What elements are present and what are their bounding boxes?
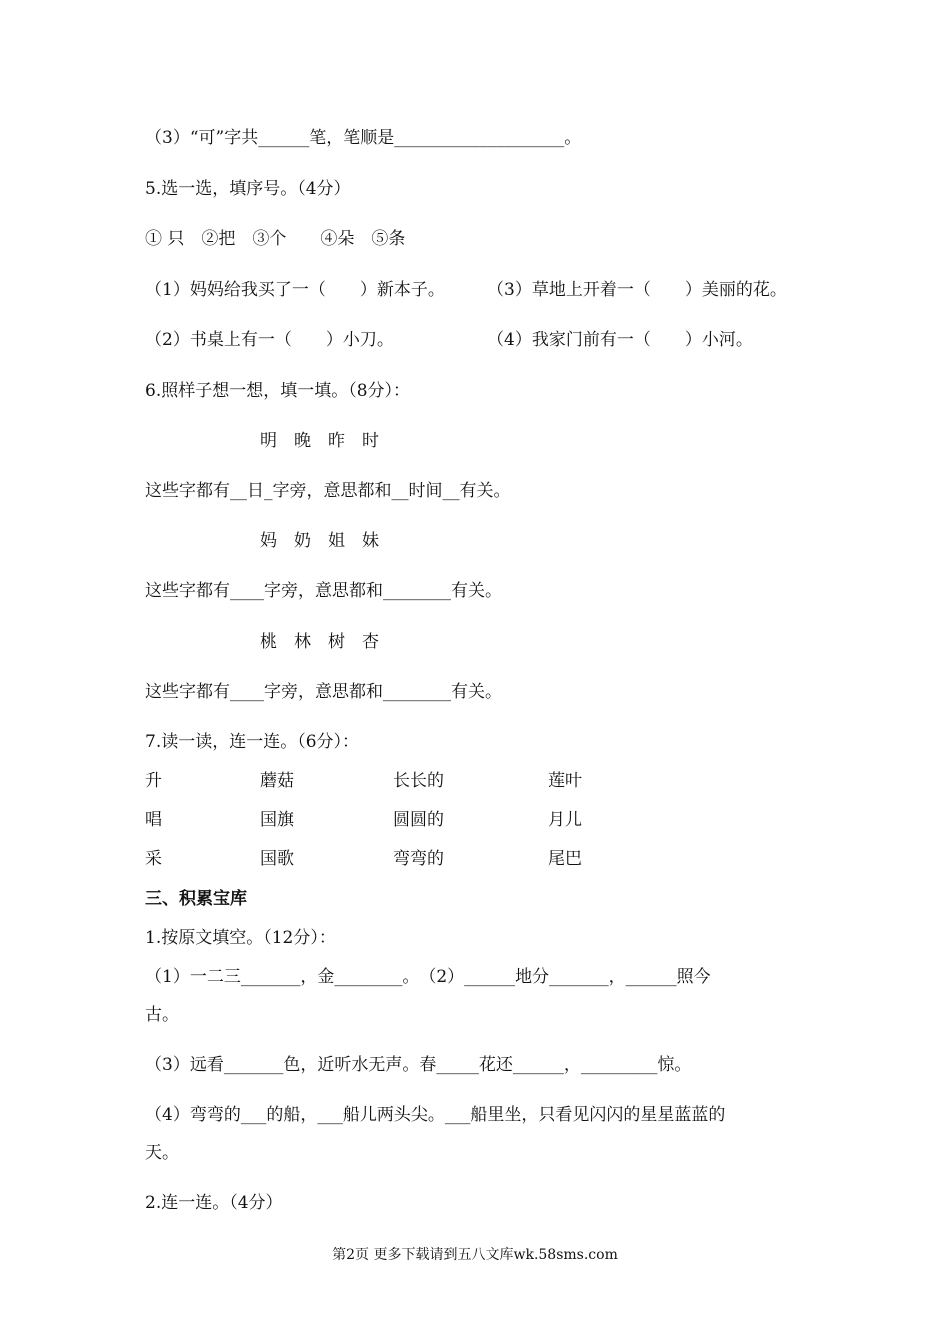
q7-cell: 莲叶 xyxy=(548,771,582,791)
q5-item-3: （3）草地上开着一（ ）美丽的花。 xyxy=(487,280,787,300)
q6-sentence-1: 这些字都有__日_字旁，意思都和__时间__有关。 xyxy=(145,481,511,501)
s3-q2-title: 2.连一连。（4分） xyxy=(145,1193,283,1213)
q7-cell: 尾巴 xyxy=(548,849,582,869)
q7-cell: 月儿 xyxy=(548,810,582,830)
q4-part3: （3）“可”字共______笔，笔顺是____________________。 xyxy=(145,128,582,148)
s3-q1-line-3: （3）远看_______色，近听水无声。春_____花还______，_________惊。 xyxy=(145,1055,692,1075)
q7-cell: 圆圆的 xyxy=(393,810,444,830)
q7-cell: 长长的 xyxy=(393,771,444,791)
q7-cell: 采 xyxy=(145,849,162,869)
q5-item-2: （2）书桌上有一（ ）小刀。 xyxy=(145,330,394,350)
s3-q1-line-4b: 天。 xyxy=(145,1143,179,1163)
q7-title: 7.读一读，连一连。（6分）： xyxy=(145,732,360,752)
q7-cell: 唱 xyxy=(145,810,162,830)
q6-char-group-1: 明 晚 昨 时 xyxy=(260,431,379,451)
q7-cell: 弯弯的 xyxy=(393,849,444,869)
q5-title: 5.选一选，填序号。（4分） xyxy=(145,179,351,199)
q5-item-4: （4）我家门前有一（ ）小河。 xyxy=(487,330,753,350)
s3-q1-line-1a: （1）一二三_______，金________。 （2）______地分_______，______照今 xyxy=(145,967,711,987)
q6-sentence-3: 这些字都有____字旁，意思都和________有关。 xyxy=(145,682,502,702)
s3-q1-title: 1.按原文填空。（12分）： xyxy=(145,928,336,948)
q5-options: ① 只 ②把 ③个 ④朵 ⑤条 xyxy=(145,229,406,249)
q6-title: 6.照样子想一想，填一填。（8分）： xyxy=(145,381,411,401)
q6-char-group-2: 妈 奶 姐 妹 xyxy=(260,531,379,551)
q6-char-group-3: 桃 林 树 杏 xyxy=(260,632,379,652)
s3-q1-line-4a: （4）弯弯的___的船，___船儿两头尖。___船里坐，只看见闪闪的星星蓝蓝的 xyxy=(145,1105,726,1125)
q7-cell: 蘑菇 xyxy=(260,771,294,791)
page-footer: 第2页 更多下载请到五八文库wk.58sms.com xyxy=(332,1247,618,1263)
q7-cell: 升 xyxy=(145,771,162,791)
q7-cell: 国歌 xyxy=(260,849,294,869)
section-3-title: 三、积累宝库 xyxy=(145,889,247,909)
q5-item-1: （1）妈妈给我买了一（ ）新本子。 xyxy=(145,280,445,300)
q7-cell: 国旗 xyxy=(260,810,294,830)
s3-q1-line-1b: 古。 xyxy=(145,1005,179,1025)
q6-sentence-2: 这些字都有____字旁，意思都和________有关。 xyxy=(145,581,502,601)
